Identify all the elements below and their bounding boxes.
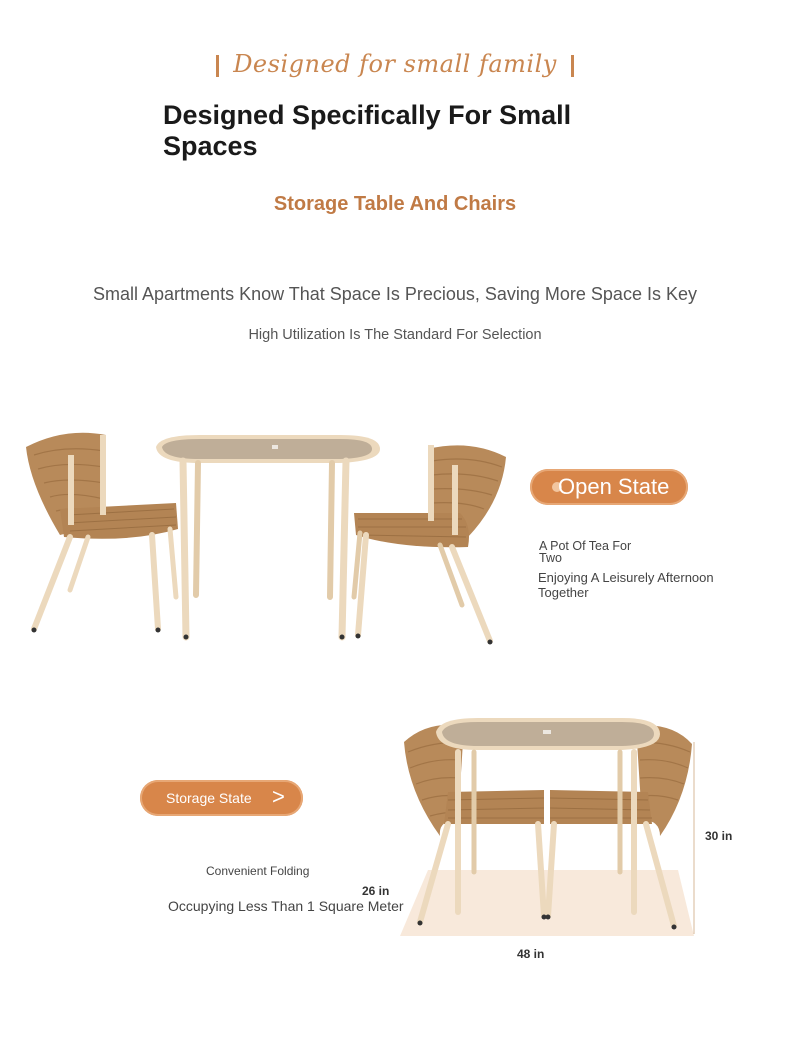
table (156, 435, 380, 640)
script-title (0, 50, 790, 78)
open-state-furniture-image (20, 425, 520, 655)
right-chair (354, 445, 506, 645)
chevron-right-icon: > (272, 784, 285, 809)
open-caption-1: A Pot Of Tea For Two (539, 539, 632, 565)
depth-label: 26 in (362, 884, 390, 898)
divider-right (571, 55, 574, 77)
sub-heading: Storage Table And Chairs (273, 193, 517, 215)
page-title: Designed Specifically For Small Spaces (163, 100, 572, 161)
storage-caption-1: Convenient Folding (206, 864, 310, 878)
open-state-label: Open State (558, 474, 670, 499)
script-title-text: Designed for small family (233, 50, 557, 78)
width-label: 48 in (517, 947, 545, 961)
intro-line-1: Small Apartments Know That Space Is Precious, Saving More Space Is Key (93, 284, 697, 304)
storage-state-badge (140, 780, 303, 816)
storage-state-label: Storage State (166, 790, 252, 806)
intro-line-2: High Utilization Is The Standard For Selection (248, 327, 542, 343)
open-caption-2: Enjoying A Leisurely Afternoon Together (538, 570, 714, 600)
storage-state-furniture-image (398, 712, 703, 940)
divider-left (216, 55, 219, 77)
storage-caption-2: Occupying Less Than 1 Square Meter (168, 898, 404, 914)
open-state-badge (530, 469, 688, 505)
left-chair (26, 433, 178, 633)
height-label: 30 in (705, 829, 733, 843)
